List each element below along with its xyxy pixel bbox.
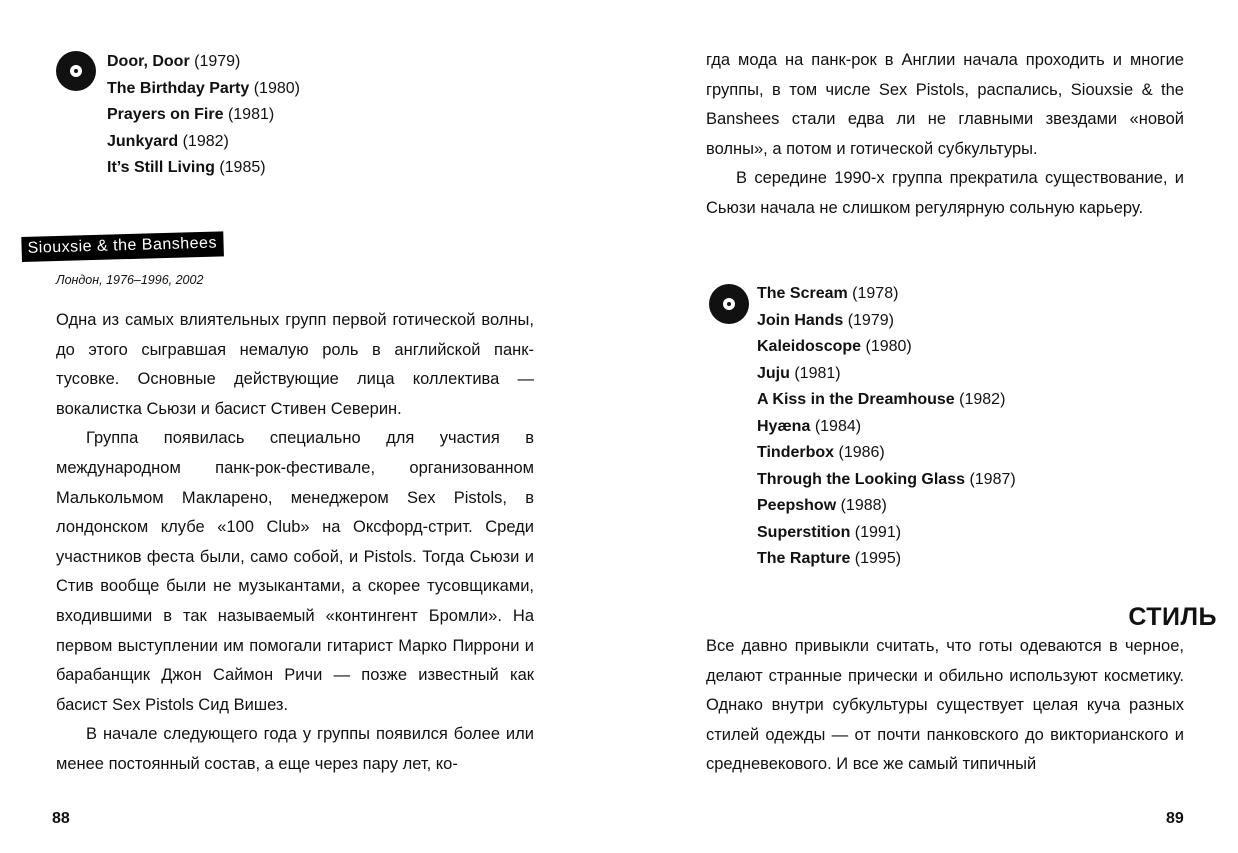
paragraph: гда мода на панк-рок в Англии начала проходить и многие группы, в том числе Sex Pistols, распались, Siouxsie & the Banshees стали едва ли не главными звездами «новой волны», а потом и готической субкультуры. [706,51,1184,158]
album-item: Through the Looking Glass (1987) [757,470,1016,488]
album-item: Hyæna (1984) [757,417,862,435]
album-item: Juju (1981) [757,364,841,382]
disc-icon [56,51,96,91]
paragraph: Одна из самых влиятельных групп первой готической волны, до этого сыгравшая немалую роль в английской панк-тусовке. Основные действующие лица коллектива — вокалистка Сьюзи и басист Стивен Северин. [56,311,534,418]
style-section-text [706,632,1184,780]
page-number: 88 [52,810,70,827]
discography-list [757,281,1016,573]
album-item: Peepshow (1988) [757,497,887,514]
page-number: 89 [1166,810,1184,827]
album-item: Junkyard (1982) [107,132,229,150]
band-location-years: Лондон, 1976–1996, 2002 [56,273,204,287]
disc-icon [709,284,749,324]
paragraph: В середине 1990-х группа прекратила существование, и Сьюзи начала не слишком регулярную сольную карьеру. [706,169,1184,217]
album-item: It’s Still Living (1985) [107,159,266,176]
album-item: Join Hands (1979) [757,311,894,329]
album-item: Door, Door (1979) [107,53,241,70]
band-description [56,306,534,780]
discography-list-top [107,49,300,182]
paragraph: В начале следующего года у группы появился более или менее постоянный состав, а еще через пару лет, ко- [56,725,534,773]
album-item: The Rapture (1995) [757,550,902,567]
section-heading: СТИЛЬ [1128,603,1217,631]
paragraph: Все давно привыкли считать, что готы одеваются в черное, делают странные прически и обильно используют косметику. Однако внутри субкультуры существует целая куча разных стилей одежды — от почти панковского до викторианского и средневекового. И все же самый типичный [706,637,1184,774]
album-item: Superstition (1991) [757,523,902,541]
album-item: Prayers on Fire (1981) [107,106,275,123]
band-name-label: Siouxsie & the Banshees [21,231,224,262]
album-item: A Kiss in the Dreamhouse (1982) [757,391,1006,408]
right-page [619,0,1238,853]
album-item: The Scream (1978) [757,285,899,302]
album-item: Tinderbox (1986) [757,444,885,461]
album-item: Kaleidoscope (1980) [757,338,912,355]
album-item: The Birthday Party (1980) [107,79,300,97]
paragraph: Группа появилась специально для участия в международном панк-рок-фестивале, организованном Малькольмом Макларено, менеджером Sex Pistols, в лондонском клубе «100 Club» на Оксфорд-стрит. Среди участников феста были, само собой, и Pistols. Тогда Сьюзи и Стив вообще были не музыкантами, а скорее тусовщиками, входившими в так называемый «контингент Бромли». На первом выступлении им помогали гитарист Марко Пиррони и барабанщик Джон Саймон Ричи — позже известный как басист Sex Pistols Сид Вишез. [56,429,534,714]
band-description-continued [706,46,1184,224]
